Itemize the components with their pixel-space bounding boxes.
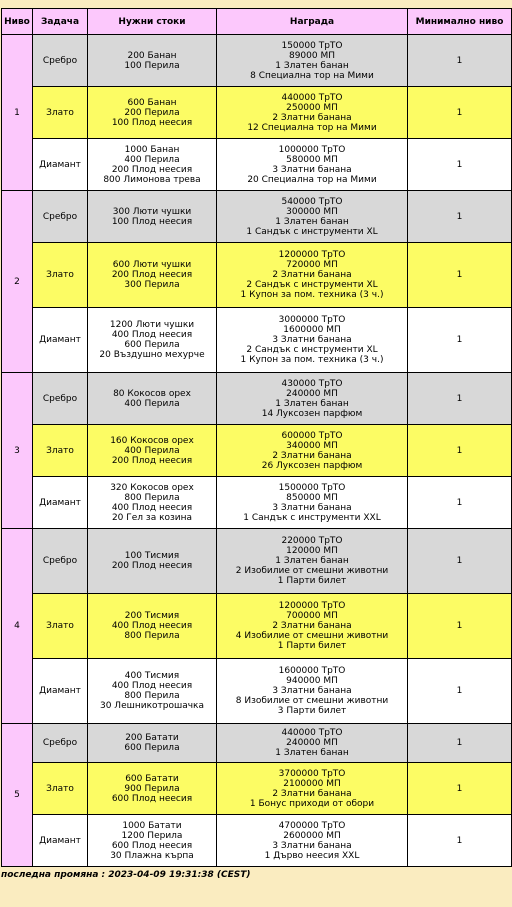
reward-cell-line: 8 Специална тор на Мими xyxy=(250,70,374,81)
reward-cell-line: 1200000 ТрТО xyxy=(278,601,346,611)
goods-cell-line: 400 Плод неесия xyxy=(111,330,193,340)
goods-cell xyxy=(88,594,217,659)
reward-cell-line: 2100000 МП xyxy=(283,778,341,789)
min-level-cell: 1 xyxy=(408,191,512,243)
task-cell: Диамант xyxy=(33,139,88,191)
reward-cell-line: 1000000 ТрТО xyxy=(278,144,346,155)
reward-cell xyxy=(217,35,408,87)
goods-cell-line: 600 Перила xyxy=(124,340,180,350)
reward-cell xyxy=(217,308,408,373)
goods-cell-line: 100 Плод неесия xyxy=(111,216,193,227)
goods-cell-line: 900 Перила xyxy=(124,783,180,794)
goods-cell-line: 30 Лешникотрошачка xyxy=(99,701,204,711)
goods-cell-line: 160 Кокосов орех xyxy=(110,435,194,446)
reward-cell-line: 3 Парти билет xyxy=(277,706,347,716)
reward-cell xyxy=(217,594,408,659)
goods-cell-line: 300 Люти чушки xyxy=(112,206,192,217)
goods-cell-line: 200 Банан xyxy=(127,50,177,61)
min-level-cell: 1 xyxy=(408,425,512,477)
reward-cell-line: 580000 МП xyxy=(286,154,338,165)
level-cell: 4 xyxy=(2,529,33,724)
table-row xyxy=(2,529,512,594)
reward-cell-line: 2 Сандък с инструменти XL xyxy=(246,280,378,290)
reward-cell-line: 3 Златни банана xyxy=(272,164,352,175)
goods-cell-line: 400 Плод неесия xyxy=(111,621,193,631)
task-cell: Злато xyxy=(33,594,88,659)
reward-cell-line: 1600000 ТрТО xyxy=(278,666,346,676)
task-cell: Диамант xyxy=(33,477,88,529)
goods-cell xyxy=(88,477,217,529)
min-level-cell: 1 xyxy=(408,529,512,594)
reward-cell-line: 1 Купон за пом. техника (3 ч.) xyxy=(240,355,384,365)
reward-cell-line: 2 Златни банана xyxy=(272,270,352,280)
reward-cell-line: 220000 ТрТО xyxy=(281,536,343,546)
min-level-cell: 1 xyxy=(408,139,512,191)
min-level-cell: 1 xyxy=(408,594,512,659)
goods-cell xyxy=(88,815,217,867)
min-level-cell: 1 xyxy=(408,763,512,815)
reward-cell-line: 1 Купон за пом. техника (3 ч.) xyxy=(240,290,384,300)
reward-cell-line: 340000 МП xyxy=(286,440,338,451)
goods-cell-line: 1200 Перила xyxy=(121,830,183,841)
task-cell: Диамант xyxy=(33,659,88,724)
table-row xyxy=(2,594,512,659)
task-cell: Диамант xyxy=(33,308,88,373)
reward-cell-line: 720000 МП xyxy=(286,260,338,270)
task-cell: Злато xyxy=(33,87,88,139)
goods-cell-line: 100 Тисмия xyxy=(124,551,180,561)
reward-cell-line: 1 Парти билет xyxy=(277,641,347,651)
reward-cell xyxy=(217,529,408,594)
goods-cell xyxy=(88,529,217,594)
reward-cell-line: 2600000 МП xyxy=(283,830,341,841)
reward-cell xyxy=(217,477,408,529)
goods-cell-line: 600 Батати xyxy=(125,773,179,784)
reward-cell-line: 12 Специална тор на Мими xyxy=(247,122,377,133)
reward-cell-line: 1 Златен банан xyxy=(275,748,349,758)
reward-cell-line: 1 Сандък с инструменти XL xyxy=(246,226,378,237)
table-row xyxy=(2,659,512,724)
goods-cell-line: 400 Перила xyxy=(124,445,180,456)
reward-cell-line: 240000 МП xyxy=(286,388,338,399)
task-cell: Сребро xyxy=(33,35,88,87)
goods-cell xyxy=(88,35,217,87)
min-level-cell: 1 xyxy=(408,815,512,867)
table-row xyxy=(2,87,512,139)
level-cell: 2 xyxy=(2,191,33,373)
reward-cell-line: 1 Парти билет xyxy=(277,576,347,586)
reward-cell-line: 600000 ТрТО xyxy=(281,430,343,441)
goods-cell-line: 800 Перила xyxy=(124,492,180,503)
reward-cell-line: 1 Златен банан xyxy=(275,216,349,227)
table-row xyxy=(2,243,512,308)
reward-cell-line: 89000 МП xyxy=(288,50,336,61)
min-level-cell: 1 xyxy=(408,308,512,373)
goods-cell-line: 1000 Батати xyxy=(122,820,182,831)
goods-cell-line: 400 Тисмия xyxy=(124,671,180,681)
level-cell: 5 xyxy=(2,724,33,867)
goods-cell-line: 800 Перила xyxy=(124,631,180,641)
table-row xyxy=(2,191,512,243)
reward-cell-line: 150000 ТрТО xyxy=(281,40,343,51)
goods-cell-line: 1000 Банан xyxy=(124,144,180,155)
min-level-cell: 1 xyxy=(408,724,512,763)
goods-cell-line: 800 Перила xyxy=(124,691,180,701)
reward-cell-line: 300000 МП xyxy=(286,206,338,217)
goods-cell xyxy=(88,425,217,477)
header-goods: Нужни стоки xyxy=(88,9,217,35)
reward-cell-line: 8 Изобилие от смешни животни xyxy=(235,696,389,706)
goods-cell-line: 200 Плод неесия xyxy=(111,270,193,280)
goods-cell-line: 200 Тисмия xyxy=(124,611,180,621)
task-cell: Сребро xyxy=(33,724,88,763)
task-cell: Сребро xyxy=(33,373,88,425)
table-row xyxy=(2,308,512,373)
reward-cell xyxy=(217,724,408,763)
goods-cell xyxy=(88,724,217,763)
reward-cell xyxy=(217,425,408,477)
table-row xyxy=(2,373,512,425)
min-level-cell: 1 xyxy=(408,87,512,139)
reward-cell-line: 14 Луксозен парфюм xyxy=(261,408,363,419)
task-cell: Злато xyxy=(33,425,88,477)
reward-cell xyxy=(217,139,408,191)
header-reward: Награда xyxy=(217,9,408,35)
reward-cell-line: 3000000 ТрТО xyxy=(278,315,346,325)
reward-cell-line: 20 Специална тор на Мими xyxy=(247,174,377,185)
goods-cell-line: 20 Гел за козина xyxy=(111,512,193,523)
goods-cell xyxy=(88,87,217,139)
reward-cell-line: 1200000 ТрТО xyxy=(278,250,346,260)
goods-cell-line: 200 Плод неесия xyxy=(111,561,193,571)
table-row xyxy=(2,35,512,87)
reward-cell xyxy=(217,763,408,815)
reward-cell-line: 4700000 ТрТО xyxy=(278,820,346,831)
reward-cell-line: 2 Златни банана xyxy=(272,112,352,123)
reward-cell-line: 2 Изобилие от смешни животни xyxy=(235,566,389,576)
goods-cell-line: 30 Плажна кърпа xyxy=(110,850,194,861)
reward-cell xyxy=(217,191,408,243)
min-level-cell: 1 xyxy=(408,243,512,308)
goods-cell xyxy=(88,191,217,243)
reward-cell-line: 250000 МП xyxy=(286,102,338,113)
goods-cell-line: 200 Плод неесия xyxy=(111,455,193,466)
reward-cell-line: 2 Сандък с инструменти XL xyxy=(246,345,378,355)
goods-cell-line: 100 Перила xyxy=(124,60,180,71)
level-cell: 1 xyxy=(2,35,33,191)
reward-cell-line: 26 Луксозен парфюм xyxy=(261,460,363,471)
reward-cell-line: 540000 ТрТО xyxy=(281,196,343,207)
reward-cell-line: 3 Златни банана xyxy=(272,502,352,513)
last-modified: последна промяна : 2023-04-09 19:31:38 (CEST) xyxy=(1,870,251,880)
reward-cell-line: 3 Златни банана xyxy=(272,840,352,851)
rewards-table xyxy=(1,8,512,867)
goods-cell xyxy=(88,373,217,425)
header-row xyxy=(2,9,512,35)
goods-cell xyxy=(88,243,217,308)
min-level-cell: 1 xyxy=(408,477,512,529)
reward-cell-line: 4 Изобилие от смешни животни xyxy=(235,631,389,641)
reward-cell-line: 1 Златен банан xyxy=(275,556,349,566)
reward-cell-line: 3 Златни банана xyxy=(272,335,352,345)
goods-cell-line: 600 Плод неесия xyxy=(111,793,193,804)
reward-cell xyxy=(217,815,408,867)
table-row xyxy=(2,724,512,763)
reward-cell xyxy=(217,243,408,308)
reward-cell-line: 240000 МП xyxy=(286,738,338,748)
reward-cell-line: 430000 ТрТО xyxy=(281,378,343,389)
task-cell: Злато xyxy=(33,763,88,815)
reward-cell-line: 1600000 МП xyxy=(283,325,341,335)
goods-cell-line: 600 Перила xyxy=(124,743,180,753)
reward-cell-line: 3700000 ТрТО xyxy=(278,768,346,779)
goods-cell-line: 100 Плод неесия xyxy=(111,117,193,128)
reward-cell-line: 940000 МП xyxy=(286,676,338,686)
min-level-cell: 1 xyxy=(408,35,512,87)
goods-cell-line: 200 Перила xyxy=(124,107,180,118)
goods-cell-line: 600 Плод неесия xyxy=(111,840,193,851)
table-row xyxy=(2,763,512,815)
goods-cell-line: 1200 Люти чушки xyxy=(109,320,195,330)
header-min-level: Минимално ниво xyxy=(408,9,512,35)
reward-cell-line: 3 Златни банана xyxy=(272,686,352,696)
reward-cell xyxy=(217,659,408,724)
goods-cell-line: 20 Въздушно мехурче xyxy=(99,350,205,360)
reward-cell-line: 2 Златни банана xyxy=(272,450,352,461)
header-task: Задача xyxy=(33,9,88,35)
goods-cell-line: 600 Банан xyxy=(127,97,177,108)
reward-cell-line: 1 Златен банан xyxy=(275,398,349,409)
task-cell: Сребро xyxy=(33,191,88,243)
goods-cell-line: 400 Плод неесия xyxy=(111,502,193,513)
table-row xyxy=(2,425,512,477)
reward-cell-line: 1 Златен банан xyxy=(275,60,349,71)
goods-cell xyxy=(88,139,217,191)
goods-cell-line: 800 Лимонова трева xyxy=(103,174,201,185)
goods-cell-line: 400 Плод неесия xyxy=(111,681,193,691)
goods-cell-line: 600 Люти чушки xyxy=(112,260,192,270)
reward-cell xyxy=(217,373,408,425)
table-body xyxy=(2,35,512,867)
reward-cell-line: 1 Сандък с инструменти XXL xyxy=(243,512,381,523)
goods-cell xyxy=(88,308,217,373)
level-cell: 3 xyxy=(2,373,33,529)
reward-cell-line: 2 Златни банана xyxy=(272,621,352,631)
goods-cell-line: 400 Перила xyxy=(124,398,180,409)
reward-cell xyxy=(217,87,408,139)
reward-cell-line: 700000 МП xyxy=(286,611,338,621)
goods-cell xyxy=(88,659,217,724)
reward-cell-line: 1500000 ТрТО xyxy=(278,482,346,493)
goods-cell xyxy=(88,763,217,815)
goods-cell-line: 200 Плод неесия xyxy=(111,164,193,175)
table-row xyxy=(2,815,512,867)
reward-cell-line: 440000 ТрТО xyxy=(281,92,343,103)
reward-cell-line: 2 Златни банана xyxy=(272,788,352,799)
reward-cell-line: 850000 МП xyxy=(286,492,338,503)
task-cell: Злато xyxy=(33,243,88,308)
task-cell: Диамант xyxy=(33,815,88,867)
table-row xyxy=(2,477,512,529)
reward-cell-line: 120000 МП xyxy=(286,546,338,556)
goods-cell-line: 80 Кокосов орех xyxy=(113,388,191,399)
goods-cell-line: 200 Батати xyxy=(125,733,179,743)
task-cell: Сребро xyxy=(33,529,88,594)
goods-cell-line: 300 Перила xyxy=(124,280,180,290)
header-level: Ниво xyxy=(2,9,33,35)
goods-cell-line: 400 Перила xyxy=(124,154,180,165)
reward-cell-line: 440000 ТрТО xyxy=(281,728,343,738)
reward-cell-line: 1 Дърво неесия XXL xyxy=(264,850,360,861)
goods-cell-line: 320 Кокосов орех xyxy=(110,482,194,493)
min-level-cell: 1 xyxy=(408,373,512,425)
min-level-cell: 1 xyxy=(408,659,512,724)
table-row xyxy=(2,139,512,191)
reward-cell-line: 1 Бонус приходи от обори xyxy=(249,798,375,809)
